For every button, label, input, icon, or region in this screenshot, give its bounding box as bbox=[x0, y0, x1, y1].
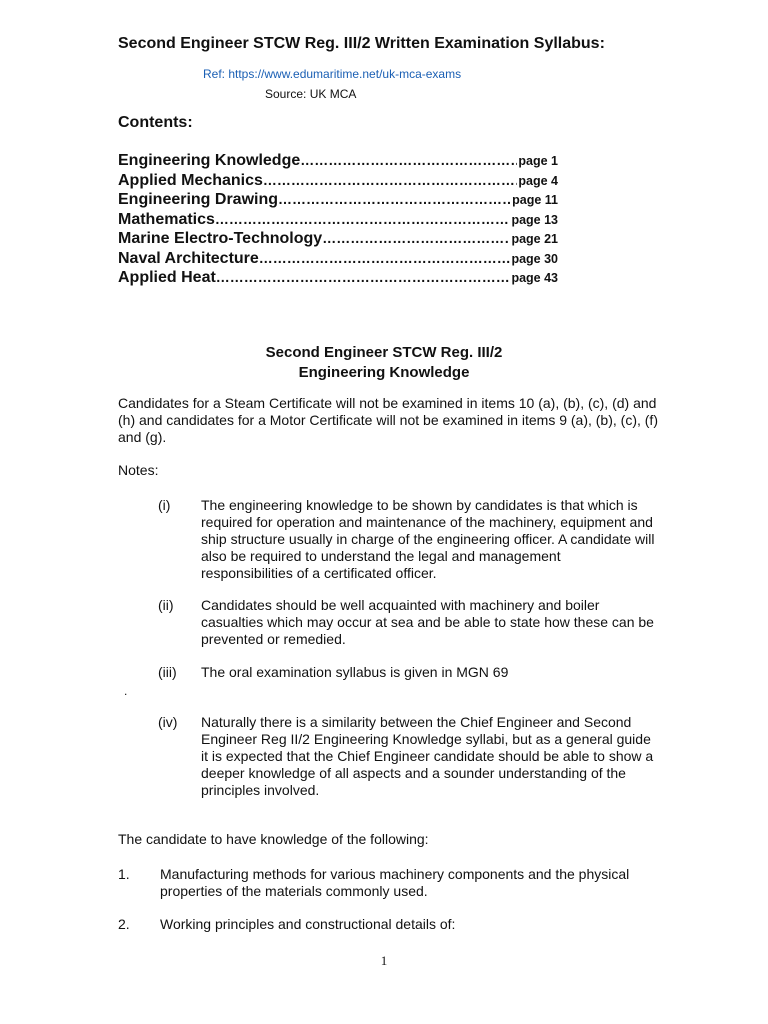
item-text: Working principles and constructional details of: bbox=[160, 916, 456, 932]
section-title-line1: Second Engineer STCW Reg. III/2 bbox=[265, 344, 503, 361]
toc-entry-title: Mathematics bbox=[118, 210, 215, 228]
note-text: The oral examination syllabus is given in MGN 69 bbox=[201, 664, 509, 680]
document-title: Second Engineer STCW Reg. III/2 Written Examination Syllabus: bbox=[118, 35, 605, 52]
section-title-line2: Engineering Knowledge bbox=[298, 364, 470, 381]
toc-entry-mathematics[interactable] bbox=[118, 211, 558, 231]
toc-entry-page: page 13 bbox=[511, 212, 558, 227]
toc-entry-marine-electro-technology[interactable] bbox=[118, 230, 558, 250]
note-number: (iii) bbox=[158, 664, 177, 680]
toc-leader-dots bbox=[322, 230, 510, 246]
note-number: (i) bbox=[158, 497, 171, 513]
stray-period: . bbox=[124, 684, 128, 698]
note-text: Naturally there is a similarity between the Chief Engineer and Second Engineer Reg II/2 Engineering Knowledge syllabi, but as a general guide it is expected that the Chief Engineer candidate should be able to show a deeper knowledge of all aspects and a sounder understanding of the principles involved. bbox=[201, 714, 654, 798]
item-number: 2. bbox=[118, 916, 130, 932]
note-number: (iv) bbox=[158, 714, 178, 730]
intro-paragraph: Candidates for a Steam Certificate will not be examined in items 10 (a), (b), (c), (d) and (h) and candidates for a Motor Certificate will not be examined in items 9 (a), (b), (c), (f) and (g). bbox=[118, 395, 658, 445]
note-text: The engineering knowledge to be shown by candidates is that which is required for operation and maintenance of the machinery, equipment and ship structure usually in charge of the engineering officer. A candidate will also be required to understand the legal and management responsibilities of a certificated officer. bbox=[201, 497, 655, 581]
toc-entry-page: page 21 bbox=[511, 232, 558, 246]
toc-leader-dots bbox=[300, 152, 517, 168]
item-text: Manufacturing methods for various machinery components and the physical properties of the materials commonly used. bbox=[160, 866, 630, 899]
toc-leader-dots bbox=[216, 269, 511, 285]
toc-entry-page: page 30 bbox=[511, 251, 558, 266]
toc-entry-page: page 1 bbox=[518, 154, 558, 168]
toc-entry-title: Engineering Knowledge bbox=[118, 152, 301, 169]
toc-entry-title: Marine Electro-Technology bbox=[118, 230, 323, 247]
notes-label: Notes: bbox=[118, 462, 159, 478]
item-number: 1. bbox=[118, 866, 130, 882]
toc-entry-title: Applied Mechanics bbox=[118, 171, 263, 189]
table-of-contents bbox=[118, 152, 558, 289]
toc-entry-title: Naval Architecture bbox=[118, 249, 259, 267]
toc-leader-dots bbox=[278, 191, 511, 207]
page-number: 1 bbox=[380, 953, 388, 968]
toc-entry-page: page 11 bbox=[512, 193, 558, 207]
toc-leader-dots bbox=[263, 172, 517, 188]
source-line: Source: UK MCA bbox=[265, 87, 357, 101]
note-text: Candidates should be well acquainted with machinery and boiler casualties which may occur at sea and be able to state how these can be prevented or remedied. bbox=[201, 597, 654, 647]
toc-leader-dots bbox=[215, 211, 511, 227]
toc-entry-applied-heat[interactable] bbox=[118, 269, 558, 289]
toc-entry-page: page 43 bbox=[511, 271, 558, 285]
toc-entry-page: page 4 bbox=[518, 173, 558, 188]
toc-entry-engineering-drawing[interactable] bbox=[118, 191, 558, 211]
toc-entry-engineering-knowledge[interactable] bbox=[118, 152, 558, 172]
note-number: (ii) bbox=[158, 597, 174, 613]
knowledge-intro: The candidate to have knowledge of the following: bbox=[118, 831, 429, 847]
contents-heading: Contents: bbox=[118, 114, 193, 131]
toc-entry-title: Engineering Drawing bbox=[118, 191, 279, 208]
toc-entry-title: Applied Heat bbox=[118, 269, 216, 286]
toc-entry-naval-architecture[interactable] bbox=[118, 250, 558, 270]
toc-leader-dots bbox=[259, 250, 511, 266]
reference-link[interactable]: Ref: https://www.edumaritime.net/uk-mca-exams bbox=[203, 67, 462, 81]
toc-entry-applied-mechanics[interactable] bbox=[118, 172, 558, 192]
